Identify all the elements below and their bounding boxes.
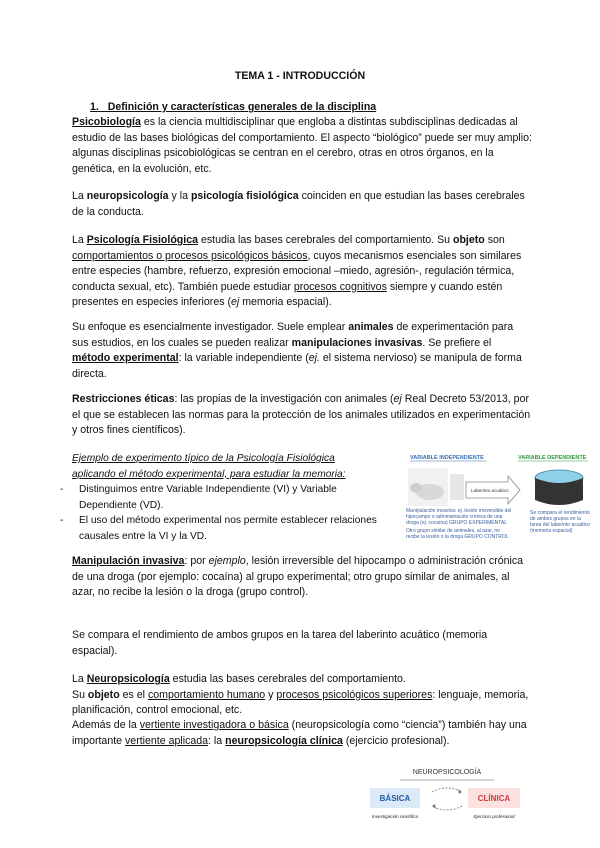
basica-label: BÁSICA <box>379 794 411 803</box>
term-psicologia-fisiologica: psicología fisiológica <box>190 190 299 202</box>
text: el sistema nervioso) se manipula de forma directa. <box>72 352 522 380</box>
text: , lesión irreversible del hipocampo o administración crónica de una droga (por ejemplo: cocaína) al grupo experimental; otro grupo similar de animales, al azar, no recibe la lesión o la droga (grupo control). <box>72 555 524 599</box>
text: La <box>72 190 87 202</box>
italic-text: ej. <box>308 352 320 365</box>
term-metodo-experimental: método experimental <box>72 352 179 365</box>
vd-label: VARIABLE DEPENDIENTE <box>518 455 587 461</box>
text: coinciden en que estudian las bases cerebrales de la conducta. <box>72 190 525 218</box>
paragraph-neuropsicologia-fisiologica <box>72 189 532 220</box>
clinica-sub: Ejercicio profesional <box>473 814 515 819</box>
cycle-arrow-top-icon <box>432 788 462 792</box>
arrowhead-icon <box>458 789 462 794</box>
list-item: - El uso del método experimental nos permite establecer relaciones causales entre la VI y la VD. <box>60 513 382 544</box>
list-item: - Distinguimos entre Variable Independiente (VI) y Variable Dependiente (VD). <box>60 482 382 513</box>
arrow-label: Laberinto acuático <box>471 488 509 493</box>
text: es el <box>119 688 148 701</box>
neuropsychology-figure <box>362 760 532 830</box>
text: Real Decreto 53/2013, por el que se establecen las normas para la protección de los animales utilizados en experimentación y otros fines científicos). <box>72 393 531 437</box>
underlined-text: procesos psicológicos superiores <box>276 688 433 701</box>
text: La <box>72 234 87 246</box>
text: (neuropsicología como “ciencia”) también hay una importante <box>72 719 527 747</box>
text: : la variable independiente ( <box>178 352 309 365</box>
section-heading <box>90 100 376 116</box>
text: : por <box>184 555 209 567</box>
figure-top-label: NEUROPSICOLOGÍA <box>412 769 482 776</box>
term-neuropsicologia-clinica: neuropsicología clínica <box>225 734 343 747</box>
vi-note-2: Otro grupo similar de animales, al azar, no recibe la lesión o la droga GRUPO CONTROL <box>406 528 509 540</box>
underlined-text: vertiente aplicada <box>125 734 209 747</box>
line <box>72 688 532 719</box>
text: Su enfoque es esencialmente investigador. Suele emplear <box>72 321 349 333</box>
paragraph-enfoque <box>72 320 532 382</box>
text: estudia las bases cerebrales del comportamiento. <box>169 673 406 685</box>
syringe-icon <box>450 474 464 500</box>
term-neuropsicologia: neuropsicología <box>86 190 169 202</box>
section-number: 1. <box>90 101 99 113</box>
text: memoria espacial). <box>239 296 332 309</box>
text: (ejercicio profesional). <box>342 734 450 747</box>
text: : la <box>208 734 226 747</box>
underlined-text: comportamientos o procesos psicológicos básicos <box>72 249 308 262</box>
italic-text: ejemplo <box>208 555 246 567</box>
underlined-text: procesos cognitivos <box>293 280 387 293</box>
term-objeto: objeto <box>452 234 485 246</box>
example-block <box>72 451 382 545</box>
vi-label: VARIABLE INDEPENDIENTE <box>410 455 484 461</box>
text: de experimentación para sus estudios, en los cuales se pueden realizar <box>72 321 514 349</box>
example-intro-line2: aplicando el método experimental, para estudiar la memoria: <box>72 468 346 480</box>
paragraph-psicologia-fisiologica <box>72 233 532 311</box>
paragraph-manipulacion <box>72 554 532 601</box>
paragraph-vertientes <box>72 718 532 749</box>
experiment-figure <box>396 450 596 562</box>
italic-text: ej <box>393 393 402 405</box>
paragraph-text: es la ciencia multidisciplinar que engloba a distintas subdisciplinas dedicadas al estudio de las bases biológicas del comportamiento. El aspecto “biológico” puede ser muy amplio: algunas disciplinas psicobiológicas se centran en el cerebro, otras en otros órganos, en la genética, en la evolución, etc. <box>72 116 532 175</box>
cycle-arrow-bottom-icon <box>432 806 462 810</box>
italic-text: ej <box>231 296 240 309</box>
arrowhead-icon <box>432 804 436 809</box>
clinica-label: CLÍNICA <box>477 794 511 803</box>
paragraph-psicobiologia <box>72 115 532 177</box>
basica-sub: Investigación científica <box>371 814 419 819</box>
term-restricciones-eticas: Restricciones éticas <box>72 393 175 405</box>
paragraph-neuropsicologia <box>72 672 532 719</box>
term-manipulacion-invasiva: Manipulación invasiva <box>72 555 185 567</box>
underlined-text: comportamiento humano <box>147 688 266 701</box>
underlined-text: vertiente investigadora o básica <box>139 719 289 731</box>
text: siempre y cuando estén presentes en especies inferiores ( <box>72 280 503 309</box>
vi-note-1: Manipulación invasiva: ej. lesión irreversible del hipocampo o administración crónica de una droga (ej. cocaína) GRUPO EXPERIMENTAL <box>406 508 512 526</box>
text: : lenguaje, memoria, planificación, control emocional, etc. <box>72 688 529 717</box>
term-manipulaciones-invasivas: manipulaciones invasivas <box>291 336 423 349</box>
term-objeto: objeto <box>87 688 120 701</box>
text: son <box>484 234 505 246</box>
vd-note: Se compara el rendimiento de ambos grupos en la tarea del laberinto acuático (memoria espacial) <box>530 510 591 534</box>
text: estudia las bases cerebrales del comportamiento. Su <box>198 234 453 246</box>
term-psicologia-fisiologica: Psicología Fisiológica <box>86 234 198 246</box>
text: Su <box>72 688 88 701</box>
line <box>72 672 532 688</box>
text: y la <box>168 190 191 202</box>
term-neuropsicologia: Neuropsicología <box>86 673 170 685</box>
text: . Se prefiere el <box>422 336 492 349</box>
text: La <box>72 673 87 685</box>
paragraph-comparacion: Se compara el rendimiento de ambos grupos en la tarea del laberinto acuático (memoria espacial). <box>72 629 488 657</box>
text: : las propias de la investigación con animales ( <box>174 393 394 405</box>
text: , cuyos mecanismos esenciales son similares entre especies (hambre, refuerzo, expresión emocional –miedo, agresión-, regulación térmica, conducta sexual, etc). También puede estudiar <box>72 249 522 293</box>
term-psicobiologia: Psicobiología <box>72 116 141 128</box>
vd-notes <box>530 510 592 550</box>
rat-head-icon <box>410 483 422 493</box>
text: Además de la <box>72 719 140 731</box>
example-intro-line1: Ejemplo de experimento típico de la Psicología Fisiológica <box>72 453 335 464</box>
text: y <box>265 688 277 701</box>
example-list <box>60 482 382 544</box>
term-animales: animales <box>348 321 394 333</box>
paragraph-restricciones <box>72 392 532 439</box>
page-title: TEMA 1 - INTRODUCCIÓN <box>234 70 366 82</box>
section-heading-text: Definición y características generales de la disciplina <box>107 101 377 113</box>
